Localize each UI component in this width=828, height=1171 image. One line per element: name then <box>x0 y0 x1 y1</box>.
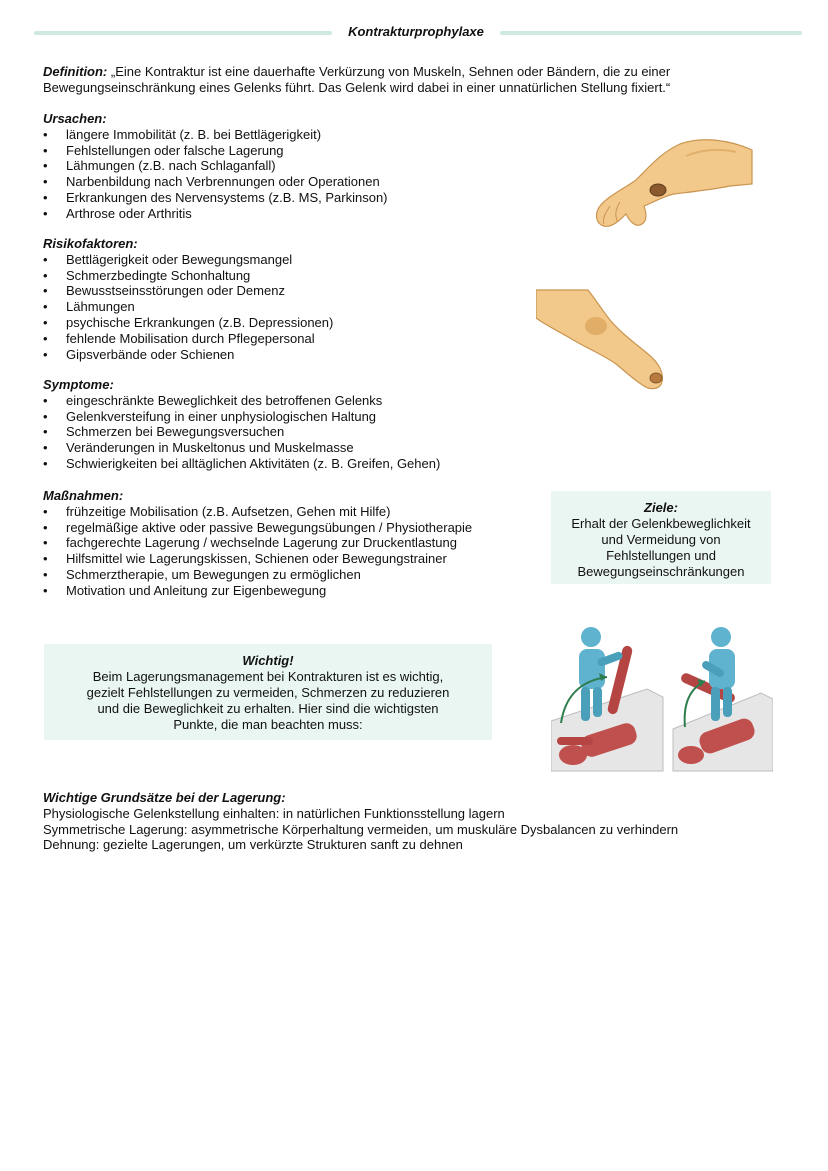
definition-text: „Eine Kontraktur ist eine dauerhafte Verkürzung von Muskeln, Sehnen oder Bändern, die zu einer Bewegungseinschränkung eines Gelenks führt. Das Gelenk wird dabei in einer unnatürlichen Stellung fixiert.“ <box>43 64 671 95</box>
list-item <box>43 331 333 347</box>
list-item <box>43 127 388 143</box>
list-item <box>43 143 388 159</box>
toe-nail <box>650 373 662 383</box>
ziele-box <box>551 491 771 584</box>
foot-shape <box>536 290 662 389</box>
list-item <box>43 424 440 440</box>
list-ursachen <box>43 127 388 222</box>
list-risikofaktoren <box>43 252 333 363</box>
bullet-marker: • <box>43 440 48 456</box>
bullet-marker: • <box>43 455 48 471</box>
helper-leg <box>723 687 732 717</box>
bullet-marker: • <box>43 535 48 551</box>
section-symptome <box>43 377 440 472</box>
list-item <box>43 283 333 299</box>
bullet-marker: • <box>43 582 48 598</box>
title-divider-left <box>34 31 332 35</box>
bullet-marker: • <box>43 189 48 205</box>
list-symptome <box>43 393 440 472</box>
list-item <box>43 268 333 284</box>
bullet-marker: • <box>43 267 48 283</box>
bullet-marker: • <box>43 519 48 535</box>
ziele-text: Erhalt der Gelenkbeweglichkeit und Vermeidung von Fehlstellungen und Bewegungseinschränkungen <box>571 516 751 579</box>
bullet-marker: • <box>43 251 48 267</box>
section-title-massnahmen: Maßnahmen: <box>43 488 124 503</box>
section-ursachen <box>43 111 388 222</box>
bullet-marker: • <box>43 205 48 221</box>
bullet-marker: • <box>43 424 48 440</box>
list-item-text: psychische Erkrankungen (z.B. Depressionen) <box>66 314 334 330</box>
definition-paragraph <box>43 64 743 96</box>
list-item-text: Schmerztherapie, um Bewegungen zu ermöglichen <box>66 566 361 582</box>
bullet-marker: • <box>43 142 48 158</box>
section-title-symptome: Symptome: <box>43 377 114 392</box>
helper-head <box>711 627 731 647</box>
section-title-ursachen: Ursachen: <box>43 111 107 126</box>
page-title: Kontrakturprophylaxe <box>348 24 484 39</box>
list-item <box>43 158 388 174</box>
helper-leg <box>581 687 590 721</box>
list-item <box>43 440 440 456</box>
section-massnahmen <box>43 488 472 599</box>
list-item <box>43 504 472 520</box>
bullet-marker: • <box>43 158 48 174</box>
list-item <box>43 583 472 599</box>
bullet-marker: • <box>43 346 48 362</box>
contracted-hand-illustration <box>590 136 755 234</box>
thumb-joint <box>650 184 666 196</box>
list-item <box>43 567 472 583</box>
list-item-text: Bettlägerigkeit oder Bewegungsmangel <box>66 251 293 267</box>
list-item <box>43 393 440 409</box>
bullet-marker: • <box>43 551 48 567</box>
bullet-marker: • <box>43 503 48 519</box>
bullet-marker: • <box>43 126 48 142</box>
bullet-marker: • <box>43 392 48 408</box>
list-item-text: Veränderungen in Muskeltonus und Muskelmasse <box>66 440 354 456</box>
list-item-text: Hilfsmittel wie Lagerungskissen, Schienen oder Bewegungstrainer <box>66 551 447 567</box>
helper-leg <box>593 687 602 717</box>
list-item <box>43 535 472 551</box>
ziele-title: Ziele: <box>644 500 678 515</box>
title-divider-right <box>500 31 802 35</box>
grundsaetze-line: Dehnung: gezielte Lagerungen, um verkürzte Strukturen sanft zu dehnen <box>43 837 463 853</box>
ankle-shadow <box>585 317 607 335</box>
contracted-foot-illustration <box>536 288 668 392</box>
list-item <box>43 347 333 363</box>
section-risikofaktoren <box>43 236 333 362</box>
list-item <box>43 299 333 315</box>
patient-head <box>678 746 704 764</box>
bullet-marker: • <box>43 408 48 424</box>
list-item-text: Lähmungen <box>66 299 135 315</box>
list-item-text: eingeschränkte Beweglichkeit des betroffenen Gelenks <box>66 392 383 408</box>
list-item-text: fachgerechte Lagerung / wechselnde Lagerung zur Druckentlastung <box>66 535 457 551</box>
list-item-text: Lähmungen (z.B. nach Schlaganfall) <box>66 158 276 174</box>
list-item-text: Arthrose oder Arthritis <box>66 205 192 221</box>
hand-shape <box>597 140 752 227</box>
list-item-text: Motivation und Anleitung zur Eigenbewegung <box>66 582 327 598</box>
list-item-text: regelmäßige aktive oder passive Bewegungsübungen / Physiotherapie <box>66 519 473 535</box>
list-item <box>43 409 440 425</box>
list-item-text: Schwierigkeiten bei alltäglichen Aktivitäten (z. B. Greifen, Gehen) <box>66 455 441 471</box>
passive-exercise-illustration <box>551 625 773 773</box>
section-grundsaetze <box>43 790 803 853</box>
list-item <box>43 456 440 472</box>
wichtig-title: Wichtig! <box>242 653 294 668</box>
list-item <box>43 551 472 567</box>
grundsaetze-line: Physiologische Gelenkstellung einhalten: in natürlichen Funktionsstellung lagern <box>43 805 505 821</box>
grundsaetze-line: Symmetrische Lagerung: asymmetrische Körperhaltung vermeiden, um muskuläre Dysbalancen zu verhindern <box>43 821 679 837</box>
list-item-text: Schmerzbedingte Schonhaltung <box>66 267 251 283</box>
list-item-text: Schmerzen bei Bewegungsversuchen <box>66 424 285 440</box>
section-title-risikofaktoren: Risikofaktoren: <box>43 236 138 251</box>
definition-label: Definition: <box>43 64 108 79</box>
list-item <box>43 174 388 190</box>
bullet-marker: • <box>43 174 48 190</box>
bullet-marker: • <box>43 314 48 330</box>
bullet-marker: • <box>43 299 48 315</box>
list-item-text: frühzeitige Mobilisation (z.B. Aufsetzen, Gehen mit Hilfe) <box>66 503 391 519</box>
list-item <box>43 252 333 268</box>
exercise-panel-2 <box>673 627 773 771</box>
helper-torso <box>579 649 605 689</box>
list-item-text: Bewusstseinsstörungen oder Demenz <box>66 283 285 299</box>
bullet-marker: • <box>43 330 48 346</box>
list-item-text: längere Immobilität (z. B. bei Bettlägerigkeit) <box>66 126 322 142</box>
patient-arm <box>557 737 593 745</box>
helper-head <box>581 627 601 647</box>
list-item <box>43 190 388 206</box>
list-item <box>43 520 472 536</box>
list-item-text: fehlende Mobilisation durch Pflegepersonal <box>66 330 315 346</box>
list-item-text: Gelenkversteifung in einer unphysiologischen Haltung <box>66 408 377 424</box>
list-item <box>43 206 388 222</box>
list-item <box>43 315 333 331</box>
list-item-text: Erkrankungen des Nervensystems (z.B. MS, Parkinson) <box>66 189 388 205</box>
grundsaetze-title: Wichtige Grundsätze bei der Lagerung: <box>43 790 286 805</box>
bullet-marker: • <box>43 566 48 582</box>
wichtig-box <box>44 644 492 740</box>
helper-leg <box>711 687 720 721</box>
bullet-marker: • <box>43 283 48 299</box>
list-item-text: Narbenbildung nach Verbrennungen oder Operationen <box>66 174 380 190</box>
exercise-panel-1 <box>551 627 663 771</box>
list-item-text: Fehlstellungen oder falsche Lagerung <box>66 142 284 158</box>
wichtig-text: Beim Lagerungsmanagement bei Kontrakturen ist es wichtig, gezielt Fehlstellungen zu vermeiden, Schmerzen zu reduzieren und die Beweglichkeit zu erhalten. Hier sind die wichtigsten Punkte, die man beachten muss: <box>86 669 450 732</box>
list-item-text: Gipsverbände oder Schienen <box>66 346 235 362</box>
list-massnahmen <box>43 504 472 599</box>
